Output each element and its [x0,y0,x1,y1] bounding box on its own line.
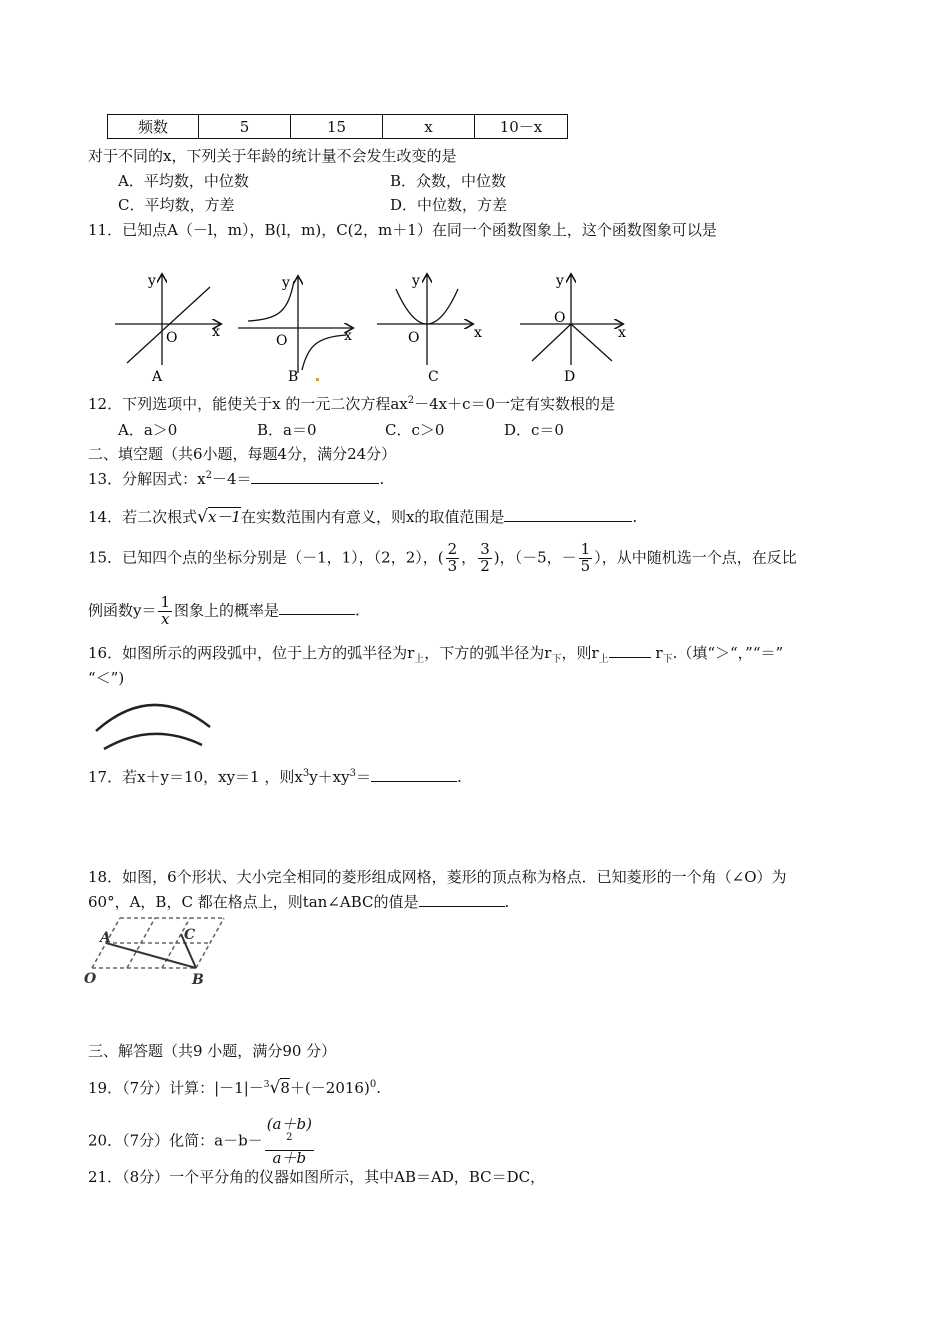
answer-blank [419,892,505,907]
table-cell: 10－x [475,115,568,139]
q15-line2: 例函数y＝ $\frac{1}{x}$ 图象上的概率是 . [88,593,360,628]
answer-blank [609,643,651,658]
q17: 17．若x＋y＝10，xy＝1 ，则$x^3y+xy^3=$ . [88,768,462,786]
axis-y-label: y [148,273,156,289]
point-b-label: B [192,972,204,988]
q11-graphs [100,265,660,385]
graph-a [115,273,220,385]
q18-line2: 60°，A，B，C 都在格点上，则tan∠ABC的值是 . [88,893,510,911]
q13: 13．分解因式：$x^2-4=$ . [88,470,385,488]
axis-y-label: y [556,273,564,289]
origin-label: O [166,330,178,346]
table-cell: x [383,115,475,139]
point-o-label: O [84,971,97,987]
table-cell: 15 [291,115,383,139]
graph-label-b: B [288,369,299,385]
section-2-heading: 二、填空题（共6小题，每题4分，满分24分） [88,445,397,463]
graph-c [377,273,482,385]
q16-line2: “＜”) [88,669,125,687]
q12-option-b: B．a＝0 [257,421,317,439]
line-graph [127,287,210,363]
q10-option-c: C．平均数，方差 [118,196,235,214]
answer-blank [371,767,457,782]
point-a-label: A [100,930,111,946]
q19: 19．（7分）计算：$|-1|-^3√8+(-2016)^0$. [88,1078,381,1098]
section-3-heading: 三、解答题（共9 小题，满分90 分） [88,1042,337,1060]
q10-option-d: D．中位数，方差 [390,196,508,214]
v-shape-graph [532,324,612,361]
q12-option-a: A．a＞0 [118,421,178,439]
q18-line1: 18．如图，6个形状、大小完全相同的菱形组成网格，菱形的顶点称为格点．已知菱形的一个角（∠O）为 [88,868,787,886]
point-c-label: C [184,927,196,943]
q11-stem: 11．已知点A（－l，m），B(l，m)，C(2，m＋1）在同一个函数图象上，这个函数图象可以是 [88,221,717,239]
q16-line1: 16．如图所示的两段弧中，位于上方的弧半径为$r_上$，下方的弧半径为$r_下$，则$r_上$ $r_下$.（填“＞“，”“＝” [88,644,784,665]
graph-label-a: A [152,369,163,385]
ink-dot [316,378,319,381]
graph-d [520,273,626,385]
answer-blank [251,469,379,484]
answer-blank [279,600,355,615]
lower-arc [104,734,202,749]
q12-option-c: C．c＞0 [385,421,445,439]
axis-x-label: x [344,328,352,344]
table-header-cell: 频数 [108,115,199,139]
graph-label-d: D [564,369,576,385]
q10-stem: 对于不同的x，下列关于年龄的统计量不会发生改变的是 [88,147,457,165]
q15-line1: 15．已知四个点的坐标分别是（－1，1），（2，2），( $\frac{2}{3}$ ， $\frac{3}{2}$ )，（－5，－ $\frac{1}{5}$ ），从中随机选一个点，在反比 [88,540,797,575]
answer-blank [504,507,632,522]
q18-rhombus-grid [84,912,234,988]
origin-label: O [554,310,566,326]
axis-x-label: x [618,325,626,341]
q16-arcs-figure [90,695,220,755]
frequency-table [107,114,568,139]
q10-option-a: A．平均数，中位数 [118,172,249,190]
axis-y-label: y [282,275,290,291]
q12-stem: 12．下列选项中，能使关于x 的一元二次方程$ax^2-4x+c=0$一定有实数根的是 [88,395,616,413]
upper-arc [96,705,210,731]
table-cell: 5 [199,115,291,139]
graph-label-c: C [428,369,439,385]
q12-option-d: D．c＝0 [504,421,564,439]
segment-ab [106,943,196,968]
grid-lines [92,918,224,968]
q10-option-b: B．众数，中位数 [390,172,507,190]
axis-y-label: y [412,273,420,289]
axis-x-label: x [212,324,220,340]
graph-b [238,275,352,385]
origin-label: O [408,330,420,346]
q14: 14．若二次根式√x－1在实数范围内有意义，则x的取值范围是 . [88,507,638,527]
axis-x-label: x [474,325,482,341]
hyperbola-lower [302,335,346,370]
q21: 21．（8分）一个平分角的仪器如图所示，其中AB＝AD，BC＝DC， [88,1168,546,1186]
origin-label: O [276,333,288,349]
q20: 20．（7分）化简：a－b－ (a＋b) $^2$ a＋b [88,1115,312,1167]
